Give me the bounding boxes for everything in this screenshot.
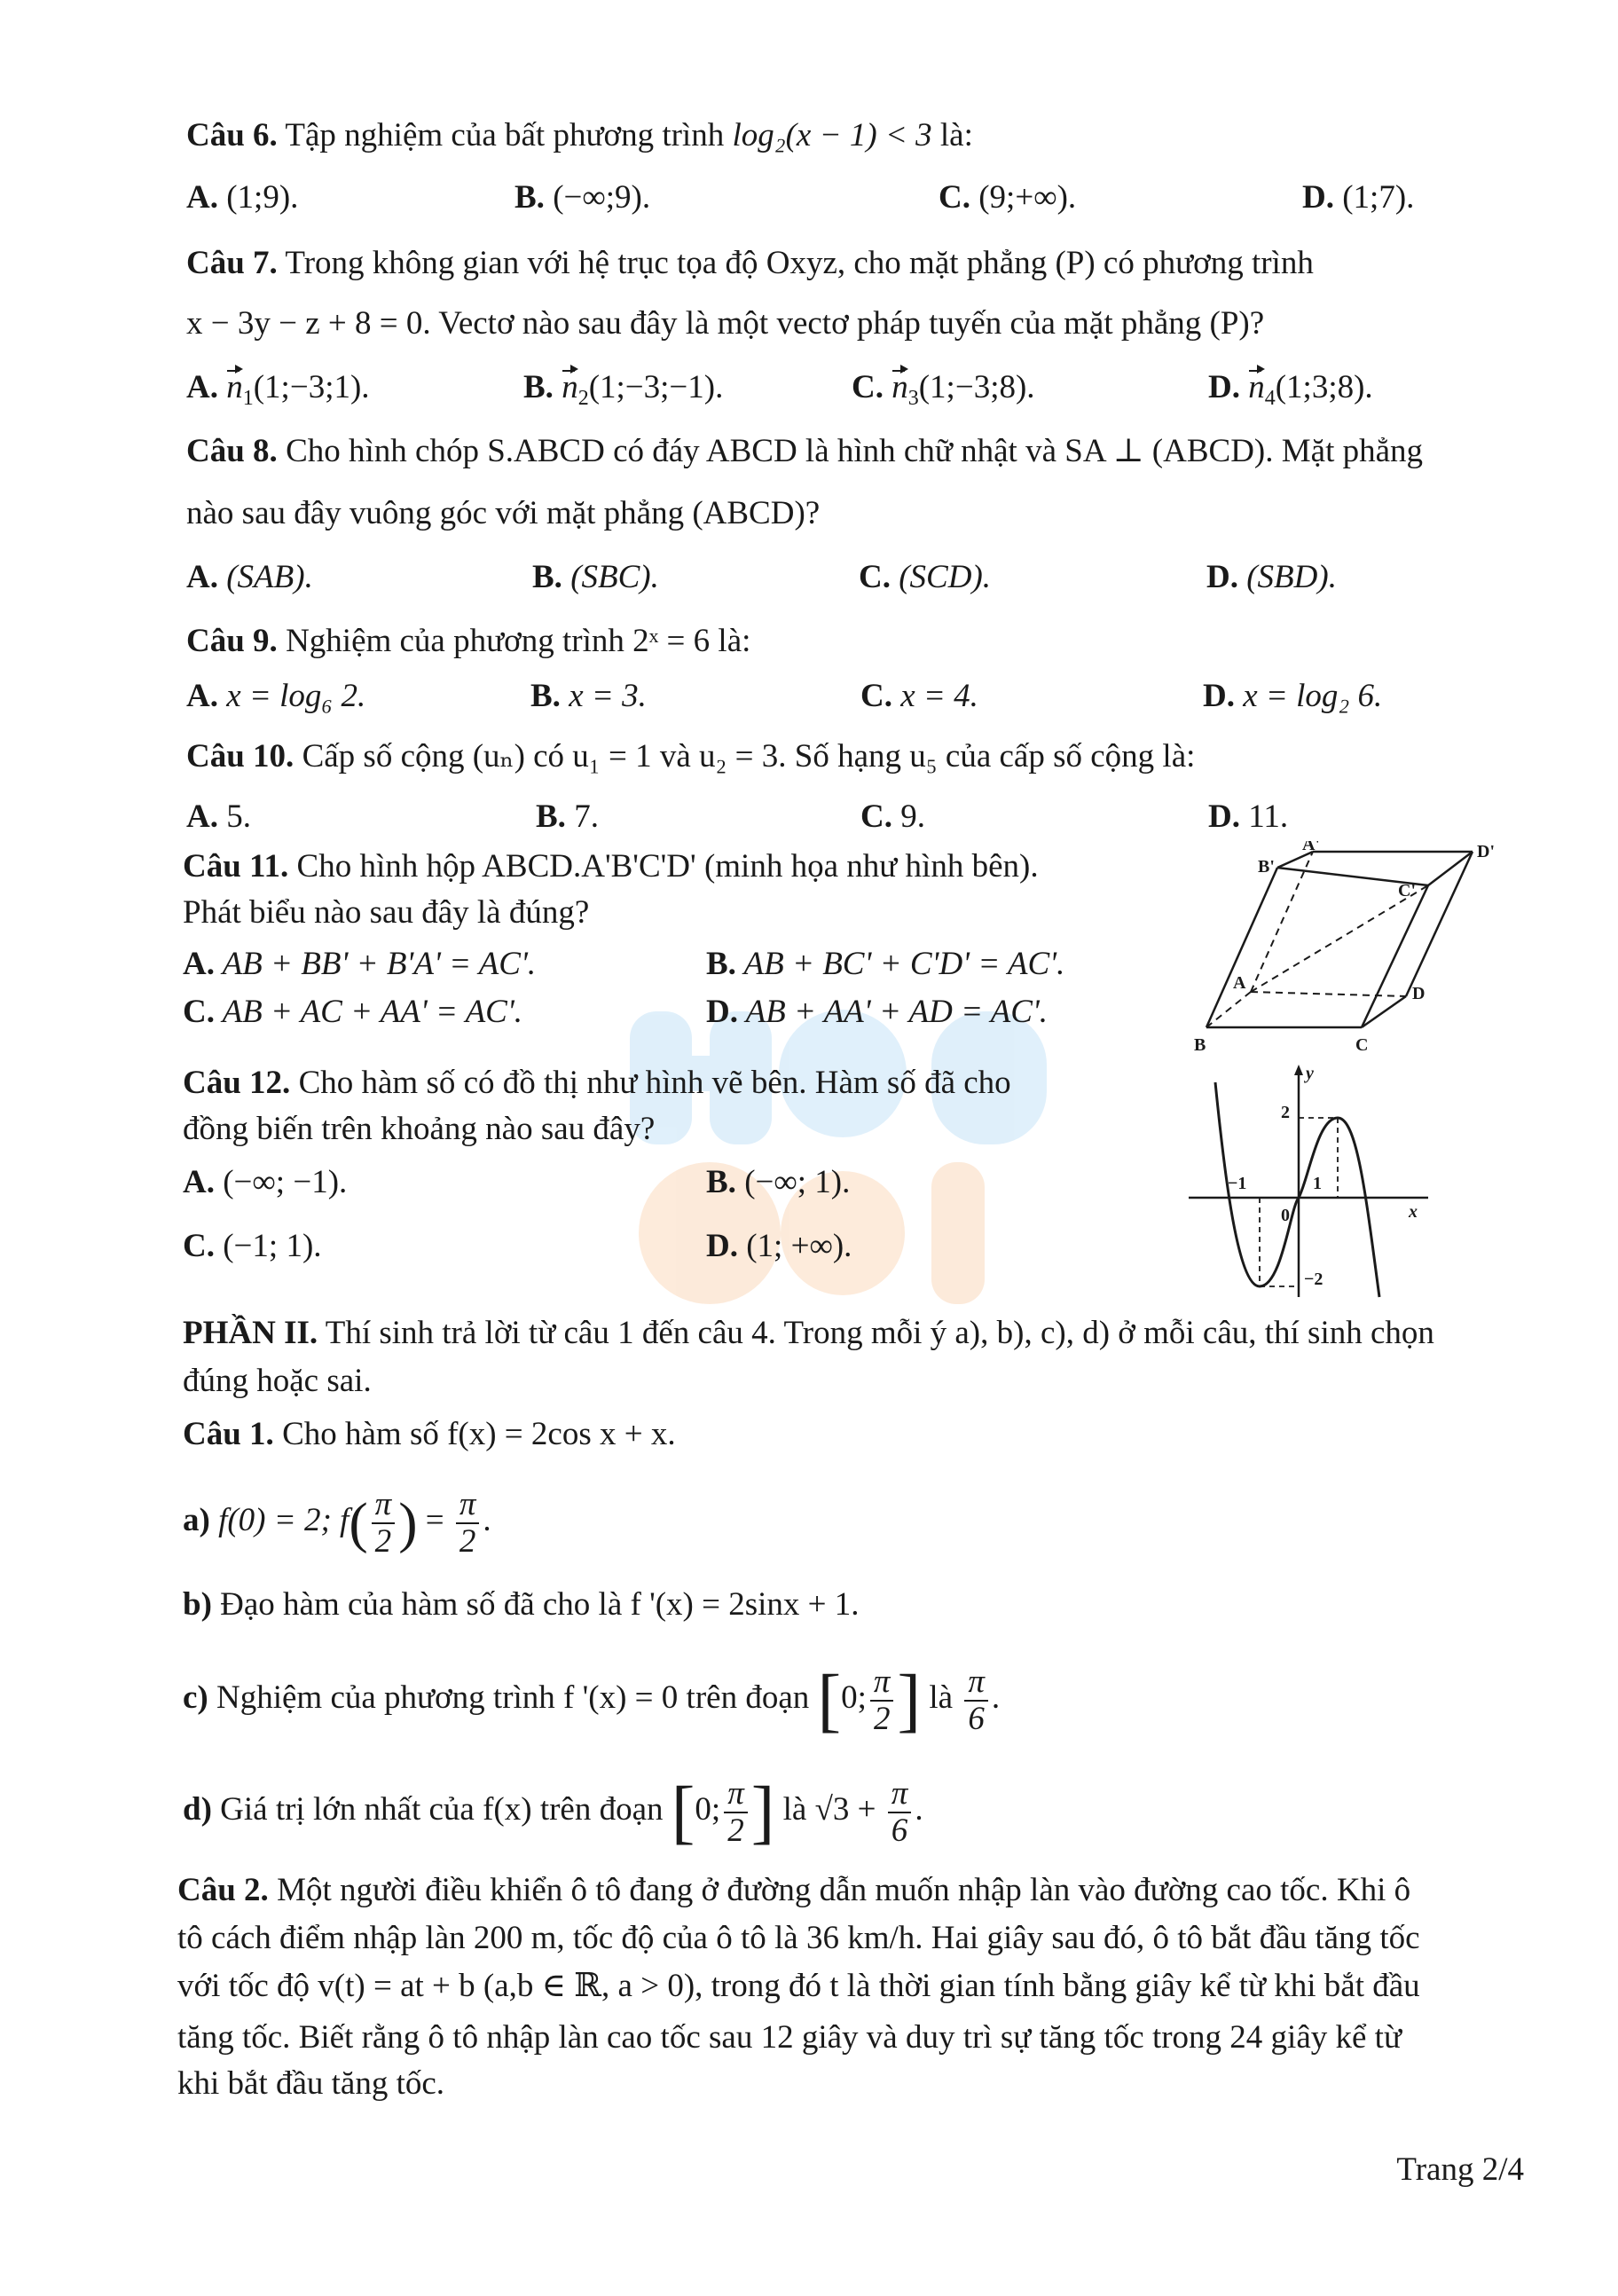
p2-q1-label: Câu 1.	[183, 1416, 274, 1452]
part2-heading: PHẦN II.	[183, 1315, 318, 1351]
frac-num: π	[964, 1664, 988, 1702]
frac-den: 2	[873, 1700, 891, 1737]
q6-option-a: A. (1;9).	[186, 179, 299, 216]
frac-num: π	[724, 1776, 748, 1813]
q6-stem	[186, 115, 973, 156]
q9-option-d: D. x = log₂ 6.	[1203, 678, 1383, 714]
q12-option-b: B. (−∞; 1).	[706, 1164, 851, 1200]
q12-line1: Cho hàm số có đồ thị như hình vẽ bên. Hàm số đã cho	[298, 1065, 1011, 1101]
q9-text: Nghiệm của phương trình 2ˣ = 6 là:	[286, 623, 751, 659]
label-b: B	[1194, 1035, 1206, 1055]
frac-den: 2	[459, 1522, 476, 1560]
q11-stem-line2: Phát biểu nào sau đây là đúng?	[183, 894, 590, 931]
p2-q1-b-text: Đạo hàm của hàm số đã cho là f '(x) = 2sinx + 1.	[220, 1586, 860, 1623]
q7-line1: Trong không gian với hệ trục tọa độ Oxyz, cho mặt phẳng (P) có phương trình	[285, 245, 1314, 281]
q6-expr: log₂(x − 1) < 3	[732, 117, 932, 153]
p2-q1-c-la: là	[929, 1679, 954, 1716]
p2-q1-c-key: c)	[183, 1679, 208, 1716]
q6-option-d: D. (1;7).	[1302, 179, 1415, 216]
p2-q2-text1: Một người điều khiển ô tô đang ở đường dẫn muốn nhập làn vào đường cao tốc. Khi ô	[277, 1872, 1411, 1908]
q11-option-c: C. AB + AC + AA' = AC'.	[183, 994, 523, 1030]
q7-option-d: D. $n_4(1;3;8)$.	[1208, 369, 1373, 410]
q10-label: Câu 10.	[186, 738, 295, 775]
label-y: y	[1306, 1065, 1314, 1083]
q9-option-b: B. x = 3.	[530, 678, 647, 714]
q9-option-a: A. x = log₆ 2.	[186, 678, 366, 714]
p2-q1-text: Cho hàm số f(x) = 2cos x + x.	[282, 1416, 676, 1452]
label-one: 1	[1313, 1174, 1322, 1193]
q6-option-b: B. (−∞;9).	[514, 179, 651, 216]
q12-label: Câu 12.	[183, 1065, 291, 1101]
q12-option-c: C. (−1; 1).	[183, 1228, 322, 1264]
q7-option-c: C. $n_3(1;-3;8)$.	[852, 369, 1035, 410]
label-neg2: −2	[1304, 1270, 1323, 1289]
p2-q1-a-key: a)	[183, 1502, 210, 1538]
q10-option-a: A. 5.	[186, 798, 251, 835]
label-c1: C'	[1398, 881, 1416, 900]
p2-q1-a: a) f(0) = 2; f( $\frac{\pi}{2}$ ) = $\frac{\pi}{2}$ .	[183, 1485, 491, 1560]
p2-q2-line1	[177, 1870, 1410, 1911]
diagonal-ac1	[1251, 885, 1428, 992]
q12-stem-line1	[183, 1063, 1011, 1104]
label-two: 2	[1281, 1103, 1290, 1122]
q8-option-d: D. (SBD).	[1206, 559, 1337, 595]
p2-q1-a-text: f(0) = 2; f	[218, 1502, 350, 1538]
part2-intro1: Thí sinh trả lời từ câu 1 đến câu 4. Trong mỗi ý a), b), c), d) ở mỗi câu, thí sinh chọn	[325, 1315, 1434, 1351]
label-d: D	[1412, 984, 1426, 1003]
q8-line1: Cho hình chóp S.ABCD có đáy ABCD là hình chữ nhật và SA ⊥ (ABCD). Mặt phẳng	[286, 433, 1424, 469]
label-neg1: −1	[1228, 1174, 1247, 1193]
p2-q1-b-key: b)	[183, 1586, 212, 1623]
p2-q1-c: c) Nghiệm của phương trình f '(x) = 0 trên đoạn [0; $\frac{\pi}{2}$ ] là $\frac{\pi}{6}$ .	[183, 1661, 1001, 1740]
q7-option-a: A. $n_1(1;-3;1)$.	[186, 369, 370, 410]
edge-bb1	[1206, 868, 1277, 1027]
p2-q2-line5: khi bắt đầu tăng tốc.	[177, 2065, 445, 2102]
q10-option-b: B. 7.	[536, 798, 599, 835]
q6-option-c: C. (9;+∞).	[939, 179, 1077, 216]
q10-option-c: C. 9.	[860, 798, 925, 835]
p2-q1-c-text: Nghiệm của phương trình f '(x) = 0 trên đoạn	[216, 1679, 810, 1716]
label-x: x	[1409, 1202, 1418, 1222]
q8-stem-line2: nào sau đây vuông góc với mặt phẳng (ABCD)?	[186, 495, 821, 531]
frac-num: π	[372, 1487, 396, 1524]
q11-parallelepiped-figure	[1189, 841, 1508, 1063]
q8-stem-line1	[186, 431, 1423, 472]
part2-intro-line1	[183, 1313, 1434, 1354]
q9-label: Câu 9.	[186, 623, 278, 659]
q7-stem-line2: x − 3y − z + 8 = 0. Vectơ nào sau đây là một vectơ pháp tuyến của mặt phẳng (P)?	[186, 305, 1265, 342]
part2-intro-line2: đúng hoặc sai.	[183, 1363, 372, 1399]
q11-line1: Cho hình hộp ABCD.A'B'C'D' (minh họa như hình bên).	[296, 848, 1039, 885]
frac-den: 6	[968, 1700, 985, 1737]
q7-option-b: B. $n_2(1;-3;-1)$.	[523, 369, 724, 410]
q11-label: Câu 11.	[183, 848, 289, 885]
q11-option-a: A. AB + BB' + B'A' = AC'.	[183, 946, 537, 982]
p2-q2-line2: tô cách điểm nhập làn 200 m, tốc độ của ô tô là 36 km/h. Hai giây sau đó, ô tô bắt đầu tăng tốc	[177, 1920, 1420, 1956]
frac-num: π	[888, 1776, 912, 1813]
q12-option-d: D. (1; +∞).	[706, 1228, 852, 1264]
frac-den: 2	[727, 1812, 744, 1849]
edge-cc1	[1362, 885, 1428, 1027]
y-axis-arrow	[1294, 1065, 1303, 1075]
frac-den: 6	[891, 1812, 908, 1849]
q6-label: Câu 6.	[186, 117, 278, 153]
p2-q2-line4: tăng tốc. Biết rằng ô tô nhập làn cao tốc sau 12 giây và duy trì sự tăng tốc trong 24 giây kể từ	[177, 2019, 1402, 2056]
p2-q2-line3: với tốc độ v(t) = at + b (a,b ∈ ℝ, a > 0), trong đó t là thời gian tính bằng giây kể từ khi bắt đầu	[177, 1968, 1420, 2004]
sqrt-term: √3 +	[814, 1791, 876, 1828]
interval-start: 0;	[841, 1679, 867, 1716]
edge-d1d	[1406, 852, 1473, 996]
p2-q1-b	[183, 1584, 860, 1625]
label-c: C	[1355, 1035, 1369, 1055]
interval-start: 0;	[695, 1791, 721, 1828]
frac-num: π	[870, 1664, 894, 1702]
q8-option-c: C. (SCD).	[859, 559, 992, 595]
label-a1: A'	[1302, 841, 1320, 854]
page-number: Trang 2/4	[1396, 2151, 1524, 2188]
q8-label: Câu 8.	[186, 433, 278, 469]
q12-stem-line2: đồng biến trên khoảng nào sau đây?	[183, 1111, 656, 1147]
p2-q1-d-text: Giá trị lớn nhất của f(x) trên đoạn	[220, 1791, 664, 1828]
p2-q2-label: Câu 2.	[177, 1872, 269, 1908]
frac-den: 2	[374, 1522, 392, 1560]
label-origin: 0	[1281, 1206, 1290, 1225]
edge-ad-hidden	[1251, 992, 1406, 996]
q7-stem-line1	[186, 243, 1314, 284]
p2-q1-d-key: d)	[183, 1791, 212, 1828]
q12-graph-figure	[1189, 1065, 1437, 1304]
p2-q1-stem	[183, 1414, 676, 1455]
q9-stem	[186, 621, 750, 662]
q11-option-d: D. AB + AA' + AD = AC'.	[706, 994, 1049, 1030]
label-b1: B'	[1258, 857, 1275, 877]
p2-q1-d: d) Giá trị lớn nhất của f(x) trên đoạn [0; $\frac{\pi}{2}$ ] là √3 + $\frac{\pi}{6}$ .	[183, 1773, 923, 1852]
frac-num: π	[456, 1487, 480, 1524]
q6-text: Tập nghiệm của bất phương trình	[285, 117, 725, 153]
q10-stem	[186, 736, 1195, 777]
label-d1: D'	[1477, 842, 1495, 861]
q11-option-b: B. AB + BC' + C'D' = AC'.	[706, 946, 1065, 982]
q6-suffix: là:	[939, 117, 973, 153]
q10-option-d: D. 11.	[1208, 798, 1289, 835]
q9-option-c: C. x = 4.	[860, 678, 978, 714]
q12-option-a: A. (−∞; −1).	[183, 1164, 348, 1200]
q10-text: Cấp số cộng (uₙ) có u₁ = 1 và u₂ = 3. Số hạng u₅ của cấp số cộng là:	[302, 738, 1196, 775]
label-a: A	[1233, 973, 1246, 993]
p2-q1-d-la: là	[782, 1791, 807, 1828]
edge-ba-hidden	[1206, 992, 1251, 1027]
q8-option-b: B. (SBC).	[532, 559, 659, 595]
q8-option-a: A. (SAB).	[186, 559, 313, 595]
q11-stem-line1	[183, 846, 1039, 887]
q7-label: Câu 7.	[186, 245, 278, 281]
